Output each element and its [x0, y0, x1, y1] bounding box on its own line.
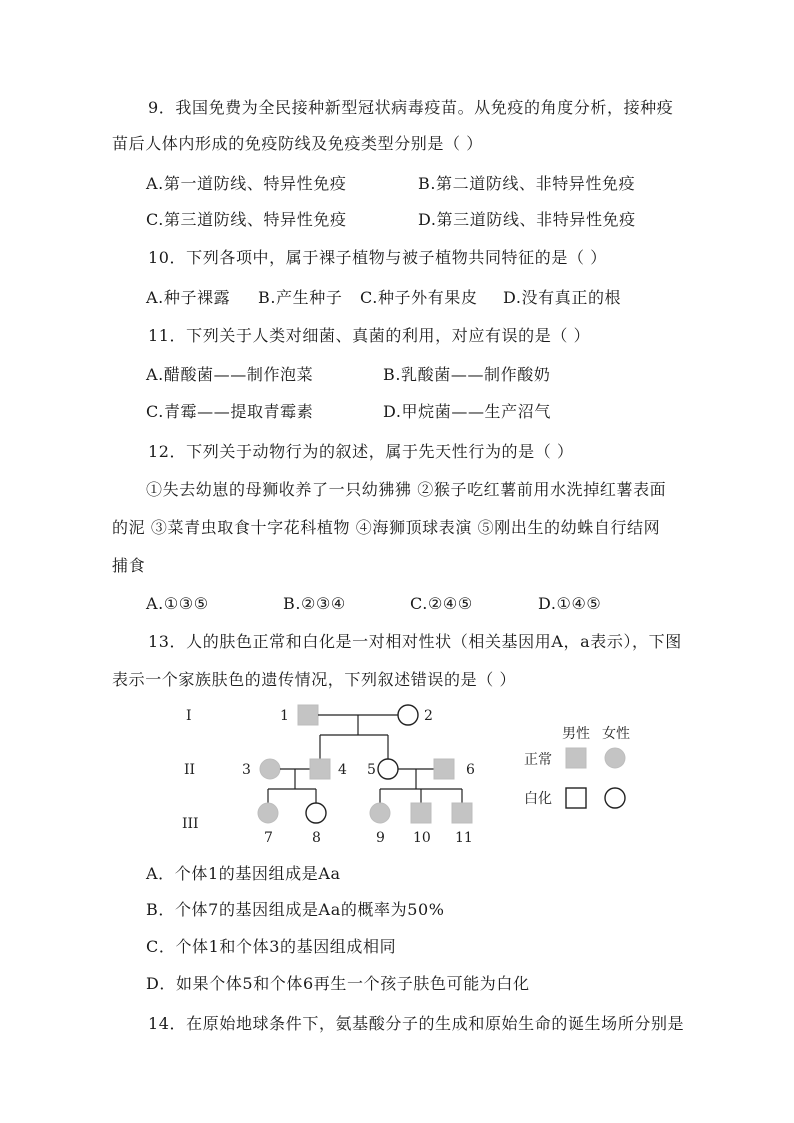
q13-option-c: C．个体1和个体3的基因组成相同	[146, 937, 397, 956]
individual-number: 6	[466, 762, 475, 778]
individual-5-albino-female	[378, 759, 398, 779]
individual-9-normal-female	[370, 803, 390, 823]
individual-8-albino-female	[306, 803, 326, 823]
generation-label-3: III	[182, 816, 199, 832]
legend-female-label: 女性	[602, 726, 630, 742]
q9-option-c: C.第三道防线、特异性免疫	[146, 210, 347, 229]
legend-albino-female-circle	[605, 788, 625, 808]
individual-number: 10	[413, 830, 431, 846]
q9-stem-line2: 苗后人体内形成的免疫防线及免疫类型分别是（ ）	[112, 134, 483, 153]
q13-option-d: D．如果个体5和个体6再生一个孩子肤色可能为白化	[146, 974, 530, 993]
q9-option-d: D.第三道防线、非特异性免疫	[418, 210, 636, 229]
q10-option-c: C.种子外有果皮	[360, 288, 478, 307]
q12-items-line2: 的泥 ③菜青虫取食十字花科植物 ④海狮顶球表演 ⑤刚出生的幼蛛自行结网	[112, 518, 661, 537]
individual-2-albino-female	[398, 705, 418, 725]
q10-option-d: D.没有真正的根	[503, 288, 622, 307]
individual-number: 7	[264, 830, 273, 846]
q14-stem: 14．在原始地球条件下，氨基酸分子的生成和原始生命的诞生场所分别是	[148, 1014, 685, 1033]
legend-normal-female-circle	[605, 748, 625, 768]
q9-stem-line1: 9．我国免费为全民接种新型冠状病毒疫苗。从免疫的角度分析，接种疫	[148, 98, 674, 117]
q11-option-c: C.青霉——提取青霉素	[146, 402, 314, 421]
individual-number: 9	[376, 830, 385, 846]
legend-normal-male-square	[566, 748, 586, 768]
individual-10-normal-male	[411, 803, 431, 823]
q12-option-c: C.②④⑤	[410, 594, 473, 613]
q11-option-b: B.乳酸菌——制作酸奶	[383, 365, 551, 384]
legend-normal-label: 正常	[524, 752, 552, 768]
individual-number: 11	[455, 830, 473, 846]
q12-option-d: D.①④⑤	[538, 594, 602, 613]
q12-option-a: A.①③⑤	[146, 594, 209, 613]
q11-stem: 11．下列关于人类对细菌、真菌的利用，对应有误的是（ ）	[148, 326, 591, 345]
q12-option-b: B.②③④	[283, 594, 346, 613]
pedigree-diagram	[170, 690, 670, 850]
individual-1-normal-male	[298, 705, 318, 725]
legend-albino-male-square	[566, 788, 586, 808]
q13-stem-line2: 表示一个家族肤色的遗传情况，下列叙述错误的是（ ）	[112, 670, 517, 689]
individual-7-normal-female	[258, 803, 278, 823]
generation-label-2: II	[184, 762, 196, 778]
individual-number: 3	[242, 762, 251, 778]
individual-3-normal-female	[260, 759, 280, 779]
q12-stem: 12．下列关于动物行为的叙述，属于先天性行为的是（ ）	[148, 442, 574, 461]
q10-stem: 10．下列各项中，属于裸子植物与被子植物共同特征的是（ ）	[148, 248, 607, 267]
legend-albino-label: 白化	[524, 791, 552, 807]
individual-4-normal-male	[310, 759, 330, 779]
individual-6-normal-male	[434, 759, 454, 779]
generation-label-1: I	[186, 708, 192, 724]
individual-number: 8	[312, 830, 321, 846]
q11-option-d: D.甲烷菌——生产沼气	[383, 402, 551, 421]
q13-stem-line1: 13．人的肤色正常和白化是一对相对性状（相关基因用A，a表示），下图	[148, 632, 682, 651]
q12-items-line3: 捕食	[112, 556, 146, 575]
individual-number: 5	[367, 762, 376, 778]
legend-male-label: 男性	[562, 726, 590, 742]
q11-option-a: A.醋酸菌——制作泡菜	[146, 365, 314, 384]
q10-option-a: A.种子裸露	[146, 288, 231, 307]
individual-number: 2	[424, 708, 433, 724]
individual-number: 1	[280, 708, 289, 724]
q12-items-line1: ①失去幼崽的母狮收养了一只幼狒狒 ②猴子吃红薯前用水洗掉红薯表面	[146, 480, 667, 499]
q13-option-b: B．个体7的基因组成是Aa的概率为50%	[146, 900, 445, 919]
q13-option-a: A．个体1的基因组成是Aa	[146, 864, 341, 883]
individual-number: 4	[338, 762, 347, 778]
q9-option-a: A.第一道防线、特异性免疫	[146, 174, 347, 193]
individual-11-normal-male	[452, 803, 472, 823]
q10-option-b: B.产生种子	[258, 288, 343, 307]
q9-option-b: B.第二道防线、非特异性免疫	[418, 174, 636, 193]
